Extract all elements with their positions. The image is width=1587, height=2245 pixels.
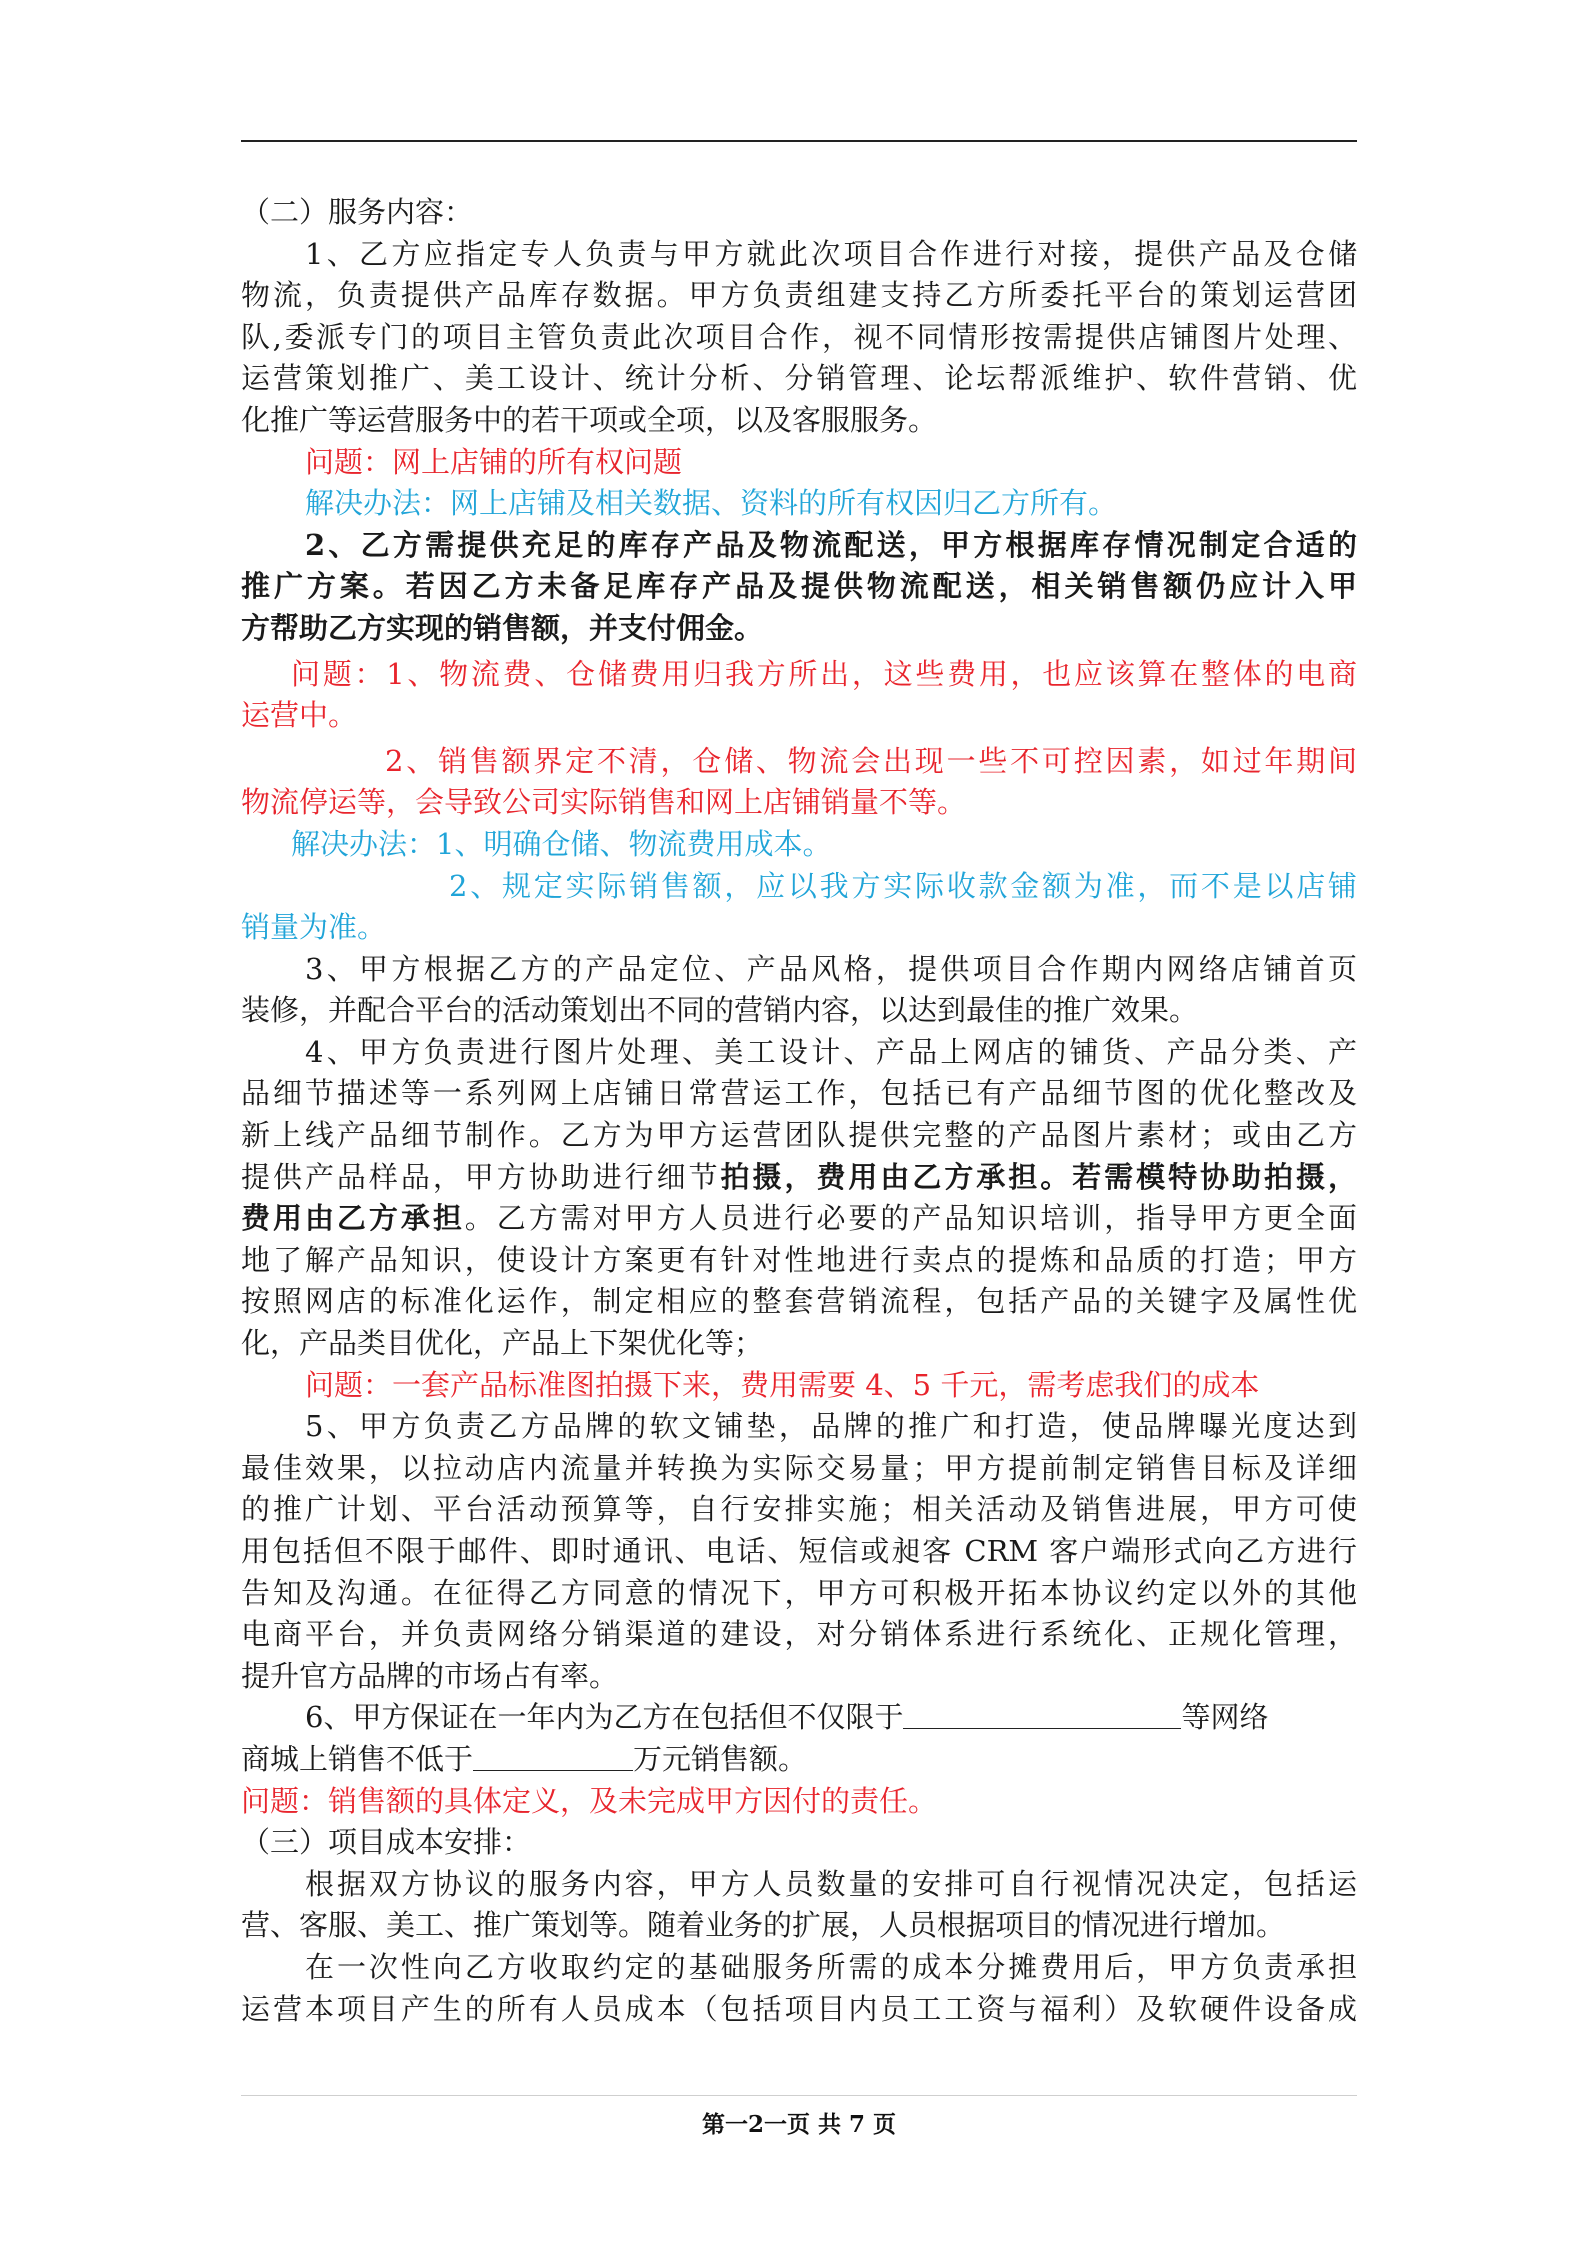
fill-in-blank-platforms — [903, 1698, 1181, 1729]
paragraph-line — [241, 1157, 1357, 1199]
page-body — [241, 192, 1357, 2030]
text-run: 提供产品样品，甲方协助进行细节 — [241, 1159, 721, 1194]
question-note-3: 问题：一套产品标准图拍摄下来，费用需要 4、5 千元，需考虑我们的成本 — [305, 1367, 1260, 1402]
paragraph-line: 4、甲方负责进行图片处理、美工设计、产品上网店的铺货、产品分类、产 — [305, 1034, 1357, 1069]
text-run: 。乙方需对甲方人员进行必要的产品知识培训，指导甲方更全面 — [464, 1201, 1357, 1236]
paragraph-line — [241, 1739, 1357, 1781]
paragraph-line: 告知及沟通。在征得乙方同意的情况下，甲方可积极开拓本协议约定以外的其他 — [241, 1575, 1357, 1610]
paragraph-line: 化，产品类目优化，产品上下架优化等； — [241, 1326, 764, 1361]
cost-paragraph-2 — [241, 1947, 1357, 2030]
paragraph-line: 1、乙方应指定专人负责与甲方就此次项目合作进行对接，提供产品及仓储 — [305, 236, 1357, 271]
fill-in-blank-amount — [473, 1740, 633, 1771]
clause-2 — [241, 525, 1357, 650]
solution-line: 销量为准。 — [241, 910, 387, 945]
question-line: 运营中。 — [241, 698, 358, 733]
paragraph-line: 在一次性向乙方收取约定的基础服务所需的成本分摊费用后，甲方负责承担 — [305, 1949, 1357, 1984]
question-note: 问题：网上店铺的所有权问题 — [305, 444, 683, 479]
paragraph-line: 品细节描述等一系列网上店铺日常营运工作，包括已有产品细节图的优化整改及 — [241, 1076, 1357, 1111]
paragraph-line: 根据双方协议的服务内容，甲方人员数量的安排可自行视情况决定，包括运 — [305, 1866, 1357, 1901]
paragraph-line: 按照网店的标准化运作，制定相应的整套营销流程，包括产品的关键字及属性优 — [241, 1284, 1357, 1319]
question-note-4: 问题：销售额的具体定义，及未完成甲方因付的责任。 — [241, 1783, 938, 1818]
cost-paragraph-1 — [241, 1864, 1357, 1947]
bold-text-run: 费用由乙方承担 — [241, 1201, 465, 1236]
question-line: 物流停运等，会导致公司实际销售和网上店铺销量不等。 — [241, 785, 967, 820]
solution-line: 2、规定实际销售额，应以我方实际收款金额为准，而不是以店铺 — [449, 868, 1357, 903]
clause-6 — [241, 1697, 1357, 1780]
paragraph-line: 化推广等运营服务中的若干项或全项，以及客服服务。 — [241, 402, 938, 437]
header-rule — [241, 140, 1357, 142]
paragraph-line: 运营策划推广、美工设计、统计分析、分销管理、论坛帮派维护、软件营销、优 — [241, 361, 1357, 396]
footer-rule — [241, 2095, 1357, 2096]
paragraph-line: 装修，并配合平台的活动策划出不同的营销内容，以达到最佳的推广效果。 — [241, 993, 1199, 1028]
bold-text-run: 拍摄，费用由乙方承担。若需模特协助拍摄， — [720, 1159, 1357, 1194]
question-line: 问题：1、物流费、仓储费用归我方所出，这些费用，也应该算在整体的电商 — [291, 656, 1357, 691]
paragraph-line: 营、客服、美工、推广策划等。随着业务的扩展，人员根据项目的情况进行增加。 — [241, 1908, 1286, 1943]
paragraph-line: 2、乙方需提供充足的库存产品及物流配送，甲方根据库存情况制定合适的 — [305, 527, 1357, 562]
paragraph-line: 地了解产品知识，使设计方案更有针对性地进行卖点的提炼和品质的打造；甲方 — [241, 1242, 1357, 1277]
clause-5 — [241, 1406, 1357, 1697]
clause-1 — [241, 234, 1357, 442]
paragraph-line: 5、甲方负责乙方品牌的软文铺垫，品牌的推广和打造，使品牌曝光度达到 — [305, 1409, 1357, 1444]
section-heading: （二）服务内容： — [241, 195, 474, 229]
paragraph-line: 新上线产品细节制作。乙方为甲方运营团队提供完整的产品图片素材；或由乙方 — [241, 1118, 1357, 1153]
solution-line: 解决办法：1、明确仓储、物流费用成本。 — [291, 826, 832, 861]
paragraph-line: 推广方案。若因乙方未备足库存产品及提供物流配送，相关销售额仍应计入甲 — [241, 569, 1357, 604]
section-heading: （三）项目成本安排： — [241, 1825, 532, 1860]
paragraph-line: 用包括但不限于邮件、即时通讯、电话、短信或昶客 CRM 客户端形式向乙方进行 — [241, 1534, 1357, 1568]
page-number: 第一2一页 共 7 页 — [701, 2111, 897, 2138]
text-run: 等网络 — [1181, 1700, 1269, 1735]
paragraph-line: 队,委派专门的项目主管负责此次项目合作，视不同情形按需提供店铺图片处理、 — [241, 319, 1357, 354]
question-note-2 — [241, 654, 1357, 824]
paragraph-line: 提升官方品牌的市场占有率。 — [241, 1658, 619, 1693]
paragraph-line — [241, 1198, 1357, 1240]
question-line: 2、销售额界定不清，仓储、物流会出现一些不可控因素，如过年期间 — [385, 743, 1357, 778]
paragraph-line: 最佳效果，以拉动店内流量并转换为实际交易量；甲方提前制定销售目标及详细 — [241, 1450, 1357, 1485]
paragraph-line: 物流，负责提供产品库存数据。甲方负责组建支持乙方所委托平台的策划运营团 — [241, 278, 1357, 313]
solution-note-2 — [241, 824, 1357, 949]
paragraph-line: 3、甲方根据乙方的产品定位、产品风格，提供项目合作期内网络店铺首页 — [305, 951, 1357, 986]
solution-note: 解决办法：网上店铺及相关数据、资料的所有权因归乙方所有。 — [305, 486, 1118, 521]
text-run: 商城上销售不低于 — [241, 1741, 474, 1776]
paragraph-line: 运营本项目产生的所有人员成本（包括项目内员工工资与福利）及软硬件设备成 — [241, 1991, 1357, 2026]
clause-3 — [241, 949, 1357, 1032]
clause-4 — [241, 1032, 1357, 1365]
paragraph-line: 方帮助乙方实现的销售额，并支付佣金。 — [241, 610, 764, 645]
paragraph-line: 电商平台，并负责网络分销渠道的建设，对分销体系进行系统化、正规化管理， — [241, 1617, 1357, 1652]
text-run: 6、甲方保证在一年内为乙方在包括但不仅限于 — [305, 1700, 904, 1735]
text-run: 万元销售额。 — [633, 1741, 808, 1776]
paragraph-line — [241, 1697, 1357, 1739]
paragraph-line: 的推广计划、平台活动预算等，自行安排实施；相关活动及销售进展，甲方可使 — [241, 1492, 1357, 1527]
